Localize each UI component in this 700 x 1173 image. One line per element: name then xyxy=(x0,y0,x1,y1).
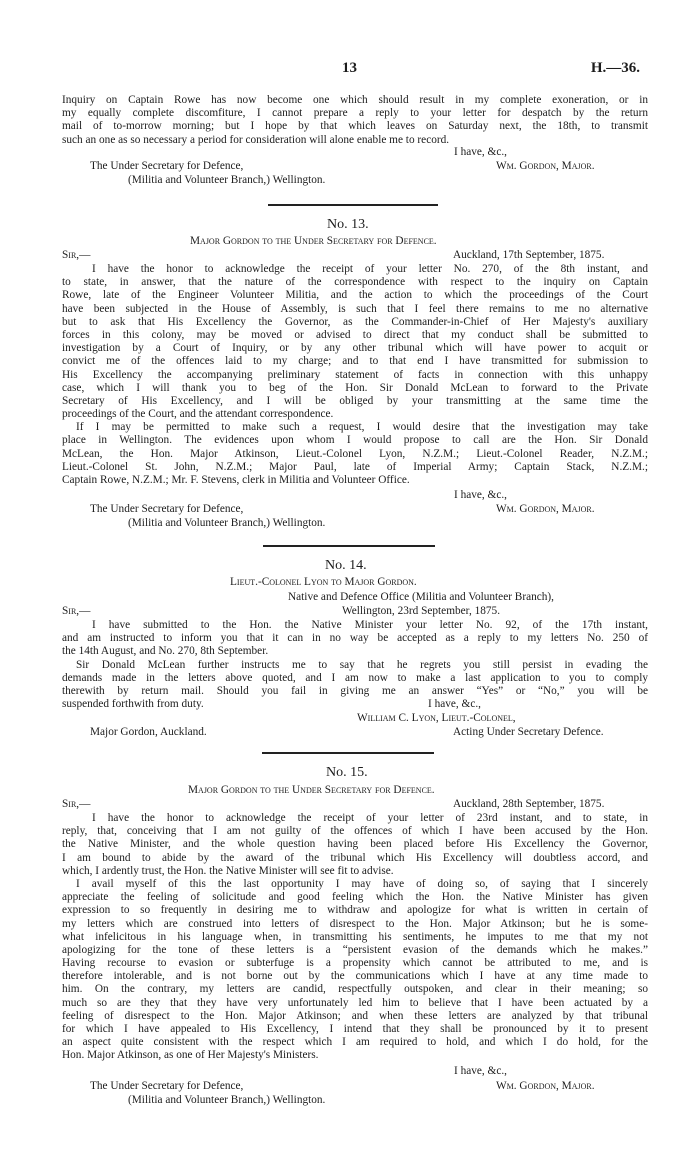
text-line: mail of to-morrow morning; but I hope by that which leaves on Saturday next, the 18th, to transmit xyxy=(62,120,648,133)
letter-body xyxy=(62,812,648,1063)
letter-heading: Major Gordon to the Under Secretary for Defence. xyxy=(188,784,435,796)
text-line: convict me of the offences laid to my charge; and to that end I have transmitted for submission to xyxy=(62,355,648,368)
text-line: Rowe, late of the Engineer Volunteer Militia, and the action to which the proceedings of the Court xyxy=(62,289,648,302)
text-line: Captain Rowe, N.Z.M.; Mr. F. Stevens, clerk in Militia and Volunteer Office. xyxy=(62,474,410,486)
text-line: and am instructed to inform you that it can in no way be accepted as a reply to my letters No. 250 of xyxy=(62,632,648,645)
text-line: to state, in answer, that the nature of the correspondence with respect to the inquiry on Captain xyxy=(62,276,648,289)
letter-body xyxy=(62,619,648,711)
text-line: If I may be permitted to make such a request, I would desire that the investigation may take xyxy=(76,421,648,434)
text-line: much so are they that they have very unfortunately led him to believe that I have been actuated by a xyxy=(62,996,648,1009)
text-line: appreciate the feeling of solicitude and good feeling which the Hon. the Native Minister has given xyxy=(62,891,648,904)
text-line: I have the honor to acknowledge the receipt of your letter of 23rd instant, and to state, in xyxy=(92,812,648,824)
addressee-line-1: The Under Secretary for Defence, xyxy=(90,1080,244,1092)
text-line: the 14th August, and No. 270, 8th September. xyxy=(62,645,269,658)
text-line: my letters which are construed into letters of disrespect to the Hon. Major Atkinson; but he is some- xyxy=(62,917,648,930)
text-line: McLean, the Hon. Major Atkinson, Lieut.-Colonel Lyon, N.Z.M.; Lieut.-Colonel Reader, N.Z.M.; xyxy=(62,447,648,460)
letter-number: No. 15. xyxy=(326,765,368,780)
addressee-line-2: (Militia and Volunteer Branch,) Wellington. xyxy=(128,1094,326,1106)
text-line: case, which I will thank you to beg of the Hon. Sir Donald McLean to forward to the Private xyxy=(62,381,648,394)
intro-paragraph xyxy=(62,94,648,147)
addressee-line-2: (Militia and Volunteer Branch,) Wellington. xyxy=(128,517,326,529)
text-line: I have the honor to acknowledge the receipt of your letter No. 270, of the 8th instant, and xyxy=(92,263,648,275)
salutation: Sir,— xyxy=(62,605,91,617)
text-line: suspended forthwith from duty. xyxy=(62,698,204,711)
text-line: I avail myself of this the last opportunity I may have of doing so, of saying that I sincerely xyxy=(76,877,648,890)
text-line: what infelicitous in his language when, in transmitting his sentiments, he imputes to me that my not xyxy=(62,930,648,943)
closing: I have, &c., xyxy=(454,146,508,158)
addressee-line-1: The Under Secretary for Defence, xyxy=(90,160,244,172)
text-line: apologizing for the tone of these letters is a “persistent evasion of the demands which he makes.” xyxy=(62,943,648,956)
text-line: such an one as so necessary a period for consideration will alone enable me to record. xyxy=(62,133,450,146)
text-line: the Native Minister, and the whole question having been placed before His Excellency the Governor, xyxy=(62,838,648,851)
document-reference: H.—36. xyxy=(590,60,640,76)
text-line: demands made in the letters above quoted, and I am now to make a last application to you to comply xyxy=(62,671,648,684)
letter-heading: Major Gordon to the Under Secretary for Defence. xyxy=(190,235,437,247)
text-line: therewith by return mail. Should you fail in giving me an answer “Yes” or “No,” you will be xyxy=(62,684,648,697)
office-line: Native and Defence Office (Militia and Volunteer Branch), xyxy=(288,591,555,603)
text-line: investigation by a Court of Inquiry, or by any other tribunal which will have power to acquit or xyxy=(62,342,648,355)
salutation: Sir,— xyxy=(62,798,91,810)
text-line: expression to so frequently in desiring me to withdraw and apologize for what is written in certain of xyxy=(62,904,648,917)
text-line: my equally complete discomfiture, I cannot prepare a reply to your letter for despatch by the return xyxy=(62,107,648,120)
text-line: therefore intolerable, and is not borne out by the communications which I have at any time made to xyxy=(62,970,648,983)
letter-number: No. 14. xyxy=(325,558,367,573)
signature: Wm. Gordon, Major. xyxy=(496,503,595,515)
closing: I have, &c., xyxy=(428,698,482,710)
text-line: for which I have appealed to His Excellency, I intend that they shall be pronounced by it to present xyxy=(62,1023,648,1035)
text-line: Sir Donald McLean further instructs me to say that he regrets you still persist in evading the xyxy=(76,658,648,671)
text-line: Lieut.-Colonel St. John, N.Z.M.; Major Paul, late of Imperial Army; Captain Stack, N.Z.M.; xyxy=(62,460,648,473)
closing: I have, &c., xyxy=(454,489,508,501)
text-line: Secretary of His Excellency, and I will be obliged by your transmitting at the same time the xyxy=(62,394,648,407)
addressee-line-2: (Militia and Volunteer Branch,) Wellington. xyxy=(128,174,326,186)
signature: Wm. Gordon, Major. xyxy=(496,160,595,172)
text-line: His Excellency the accompanying preliminary statement of facts in connection with this unhappy xyxy=(62,368,648,381)
addressee: Major Gordon, Auckland. xyxy=(90,726,207,738)
text-line: him. On the contrary, my letters are candid, respectfully outspoken, and clear in their meaning; so xyxy=(62,983,648,996)
text-line: I have submitted to the Hon. the Native Minister your letter No. 92, of the 17th instant, xyxy=(92,619,648,631)
letter-date: Auckland, 28th September, 1875. xyxy=(453,798,605,810)
text-line: Hon. Major Atkinson, as one of Her Majesty's Ministers. xyxy=(62,1049,319,1062)
text-line: place in Wellington. The evidences upon whom I would propose to call are the Hon. Sir Donald xyxy=(62,434,648,447)
section-divider xyxy=(263,545,435,547)
page-number: 13 xyxy=(342,60,357,76)
letter-number: No. 13. xyxy=(327,217,369,232)
text-line: which, I ardently trust, the Hon. the Native Minister will see fit to advise. xyxy=(62,864,394,877)
closing: I have, &c., xyxy=(454,1065,508,1077)
signature-title: Acting Under Secretary Defence. xyxy=(453,726,604,738)
signature: William C. Lyon, Lieut.-Colonel, xyxy=(357,712,516,724)
letter-body xyxy=(62,263,648,487)
letter-date: Wellington, 23rd September, 1875. xyxy=(342,605,501,617)
text-line: I am bound to abide by the award of the tribunal which His Excellency will doubtless accord, and xyxy=(62,851,648,864)
addressee-line-1: The Under Secretary for Defence, xyxy=(90,503,244,515)
text-line: forces in this colony, may be moved or advised to direct that my conduct shall be submitted to xyxy=(62,328,648,341)
text-line: Inquiry on Captain Rowe has now become one which should result in my complete exoneration, or in xyxy=(62,94,648,106)
text-line: feeling of disrespect to the Hon. Major Atkinson; and when these letters are analyzed by that tribunal xyxy=(62,1009,648,1022)
text-line: an aspect quite consistent with the respect which I am required to hold, and which I do hold, for the xyxy=(62,1036,648,1049)
text-line: reply, that, conceiving that I am not guilty of the offences of which I have been accused by the Hon. xyxy=(62,825,648,838)
signature: Wm. Gordon, Major. xyxy=(496,1080,595,1092)
section-divider xyxy=(262,752,434,754)
text-line: Having recourse to evasion or subterfuge is a propensity which cannot be attributed to me, and is xyxy=(62,957,648,970)
text-line: but to ask that His Excellency the Governor, as the Commander-in-Chief of Her Majesty's auxiliary xyxy=(62,315,648,328)
letter-heading: Lieut.-Colonel Lyon to Major Gordon. xyxy=(230,576,417,588)
salutation: Sir,— xyxy=(62,249,91,261)
section-divider xyxy=(268,204,438,206)
text-line: proceedings of the Court, and the attendant correspondence. xyxy=(62,408,334,421)
letter-date: Auckland, 17th September, 1875. xyxy=(453,249,605,261)
text-line: have been subjected in the House of Assembly, is such that I feel there remains to me no alternative xyxy=(62,302,648,315)
